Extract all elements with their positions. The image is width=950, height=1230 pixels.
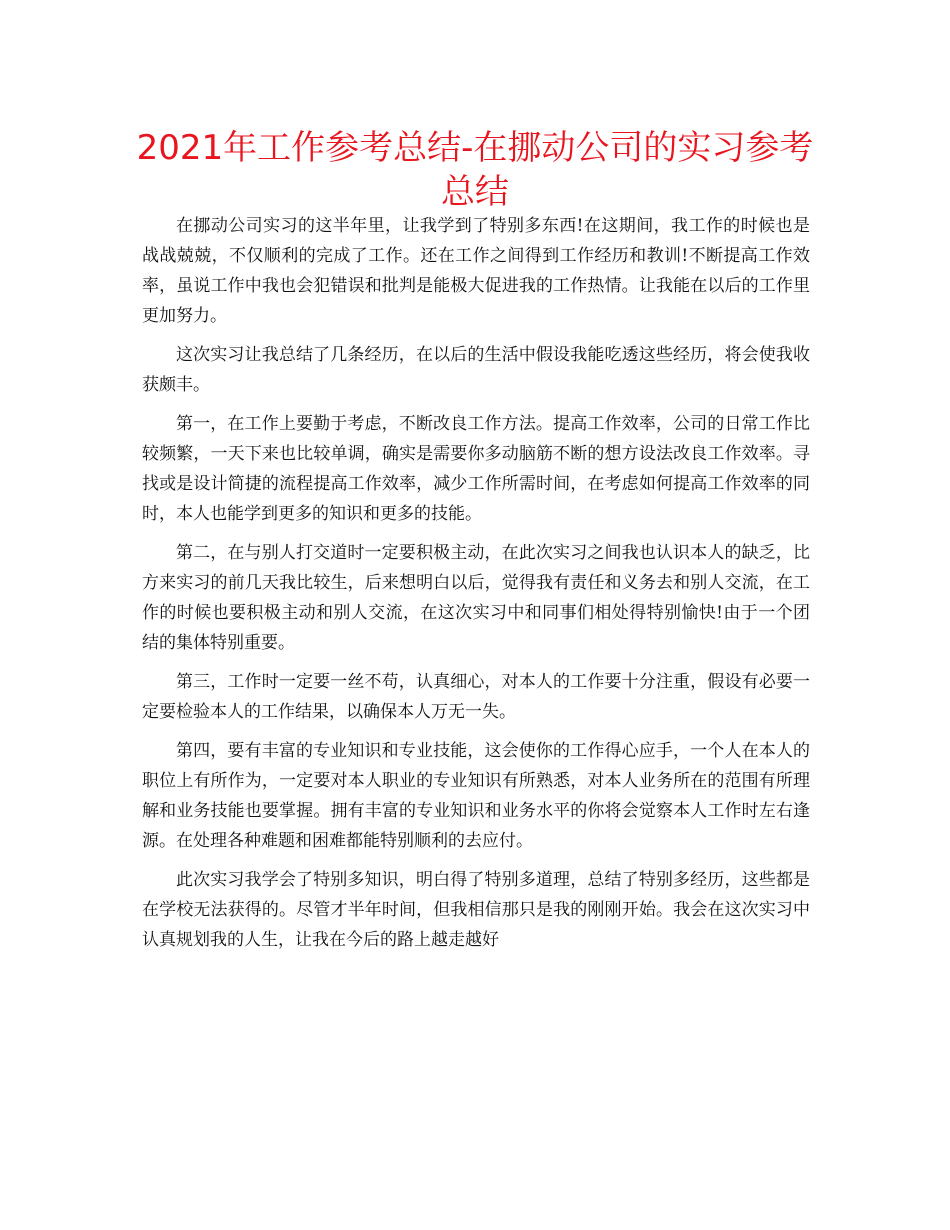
document-title: 2021年工作参考总结-在挪动公司的实习参考总结 — [136, 128, 814, 212]
paragraph: 第四，要有丰富的专业知识和专业技能，这会使你的工作得心应手，一个人在本人的职位上有所作为，一定要对本人职业的专业知识有所熟悉，对本人业务所在的范围有所理解和业务技能也要掌握。拥有丰富的专业知识和业务水平的你将会觉察本人工作时左右逢源。在处理各种难题和困难都能特别顺利的去应付。 — [142, 741, 810, 851]
paragraph: 这次实习让我总结了几条经历，在以后的生活中假设我能吃透这些经历，将会使我收获颇丰。 — [142, 345, 810, 395]
paragraph: 此次实习我学会了特别多知识，明白得了特别多道理，总结了特别多经历，这些都是在学校无法获得的。尽管才半年时间，但我相信那只是我的刚刚开始。我会在这次实习中认真规划我的人生，让我在今后的路上越走越好 — [142, 870, 810, 950]
paragraph: 第一，在工作上要勤于考虑，不断改良工作方法。提高工作效率，公司的日常工作比较频繁，一天下来也比较单调，确实是需要你多动脑筋不断的想方设法改良工作效率。寻找或是设计简捷的流程提高工作效率，减少工作所需时间，在考虑如何提高工作效率的同时，本人也能学到更多的知识和更多的技能。 — [142, 414, 810, 524]
document-body — [142, 211, 810, 964]
paragraph: 在挪动公司实习的这半年里，让我学到了特别多东西!在这期间，我工作的时候也是战战兢兢，不仅顺利的完成了工作。还在工作之间得到工作经历和教训!不断提高工作效率，虽说工作中我也会犯错误和批判是能极大促进我的工作热情。让我能在以后的工作里更加努力。 — [142, 216, 810, 326]
paragraph: 第二，在与别人打交道时一定要积极主动，在此次实习之间我也认识本人的缺乏，比方来实习的前几天我比较生，后来想明白以后，觉得我有责任和义务去和别人交流，在工作的时候也要积极主动和别人交流，在这次实习中和同事们相处得特别愉快!由于一个团结的集体特别重要。 — [142, 543, 810, 653]
paragraph: 第三，工作时一定要一丝不苟，认真细心，对本人的工作要十分注重，假设有必要一定要检验本人的工作结果，以确保本人万无一失。 — [142, 672, 810, 722]
